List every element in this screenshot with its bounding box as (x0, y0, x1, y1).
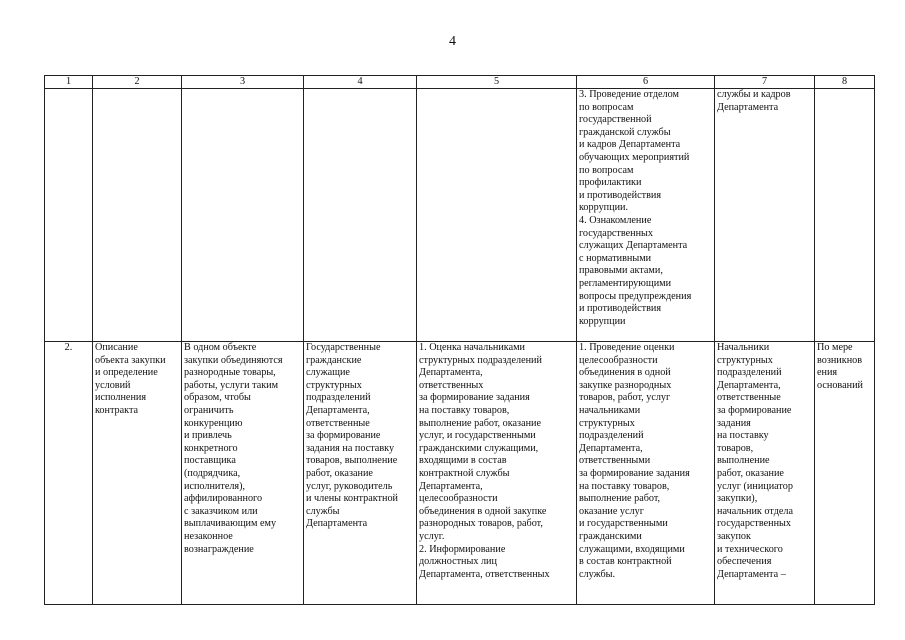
table-row (45, 342, 875, 605)
measures-table (44, 75, 875, 605)
page-number: 4 (449, 34, 456, 49)
table-cell (815, 89, 875, 342)
row-number-cell: 2. (45, 342, 93, 605)
table-row (45, 89, 875, 342)
table-cell: Описание объекта закупки и определение условий исполнения контракта (93, 342, 182, 605)
table-cell (93, 89, 182, 342)
table-cell (417, 89, 577, 342)
table-cell: 1. Оценка начальниками структурных подразделений Департамента, ответственных за формирование задания на поставку товаров, выполнение работ, оказание услуг, и государственными гражданскими служащими, входящими в состав контрактной службы Департамента, целесообразности объединения в одной закупке разнородных товаров, работ, услуг. 2. Информирование должностных лиц Департамента, ответственных (417, 342, 577, 605)
column-number: 5 (417, 76, 577, 89)
table-cell: 3. Проведение отделом по вопросам государственной гражданской службы и кадров Департамента обучающих мероприятий по вопросам профилактики и противодействия коррупции. 4. Ознакомление государственных служащих Департамента с нормативными правовыми актами, регламентирующими вопросы предупреждения и противодействия коррупции (577, 89, 715, 342)
column-number: 4 (304, 76, 417, 89)
column-number: 1 (45, 76, 93, 89)
table-cell: В одном объекте закупки объединяются разнородные товары, работы, услуги таким образом, чтобы ограничить конкуренцию и привлечь конкретного поставщика (подрядчика, исполнителя), аффилированного с заказчиком или выплачивающим ему незаконное вознаграждение (182, 342, 304, 605)
column-number: 2 (93, 76, 182, 89)
table-cell (45, 89, 93, 342)
table-cell: По мере возникнов ения оснований (815, 342, 875, 605)
table-cell: 1. Проведение оценки целесообразности объединения в одной закупке разнородных товаров, работ, услуг начальниками структурных подразделений Департамента, ответственными за формирование задания на поставку товаров, выполнение работ, оказание услуг и государственными гражданскими служащими, входящими в состав контрактной службы. (577, 342, 715, 605)
column-number: 8 (815, 76, 875, 89)
column-number: 7 (715, 76, 815, 89)
column-number: 6 (577, 76, 715, 89)
table-cell (182, 89, 304, 342)
table-cell (304, 89, 417, 342)
table-cell: службы и кадров Департамента (715, 89, 815, 342)
table-cell: Государственные гражданские служащие структурных подразделений Департамента, ответственные за формирование задания на поставку товаров, выполнение работ, оказание услуг, руководитель и члены контрактной службы Департамента (304, 342, 417, 605)
table-cell: Начальники структурных подразделений Департамента, ответственные за формирование задания на поставку товаров, выполнение работ, оказание услуг (инициатор закупки), начальник отдела государственных закупок и технического обеспечения Департамента – (715, 342, 815, 605)
column-number-row (45, 76, 875, 89)
column-number: 3 (182, 76, 304, 89)
